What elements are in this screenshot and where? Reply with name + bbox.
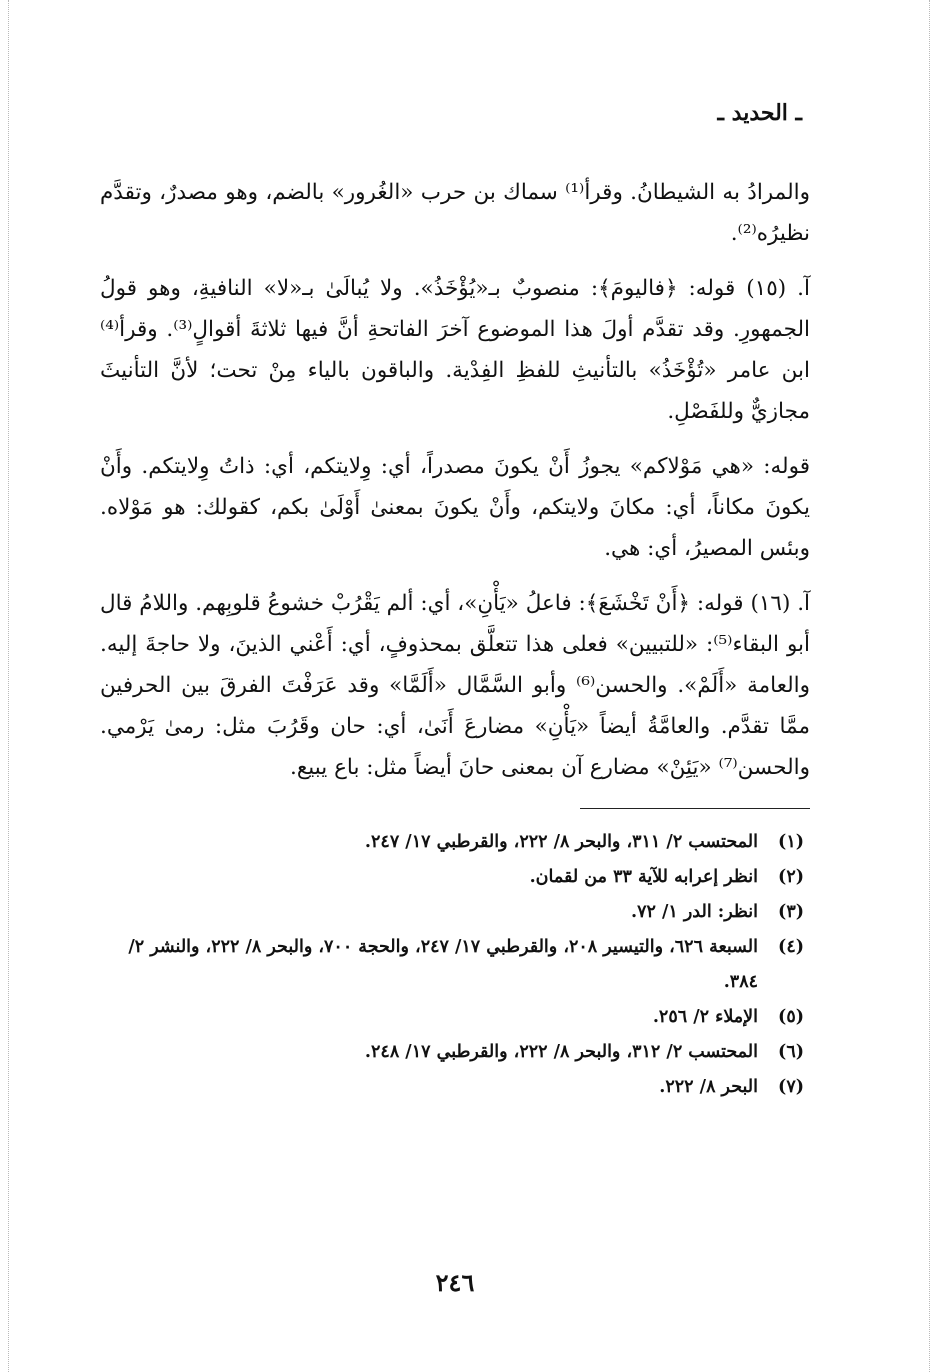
footnote-item — [100, 1000, 804, 1035]
footnote-number: (١) — [778, 832, 804, 852]
footnote-number: (٥) — [778, 1007, 804, 1027]
right-margin-guide — [929, 0, 930, 1372]
footnote-item — [100, 1035, 804, 1070]
footnote-text: البحر ٨/ ٢٢٢. — [659, 1077, 758, 1097]
paragraph-text: آ. (١٥) قوله: ﴿فاليومَ﴾: منصوبٌ بـ«يُؤْخَذُ». ولا يُبالَىٰ بـ«لا» النافيةِ، وهو قولُ الجمهورِ. وقد تقدَّم أولَ هذا الموضوع آخرَ الفاتحةِ أنَّ فيها ثلاثةَ أقوالٍ⁽³⁾. وقرأ⁽⁴⁾ ابن عامر «تُؤْخَذُ» بالتأنيثِ للفظِ الفِدْية. والباقون بالياء مِنْ تحت؛ لأنَّ التأنيثَ مجازيٌّ وللفَصْلِ. — [100, 276, 811, 424]
running-head: ـ الحديد ـ — [717, 100, 802, 126]
footnote-text: المحتسب ٢/ ٣١٢، والبحر ٨/ ٢٢٢، والقرطبي ١٧/ ٢٤٨. — [364, 1042, 758, 1062]
footnote-text: الإملاء ٢/ ٢٥٦. — [652, 1007, 758, 1027]
book-page — [100, 100, 810, 1320]
footnote-text: انظر: الدر ١/ ٧٢. — [630, 902, 758, 922]
paragraph-text: آ. (١٦) قوله: ﴿أَنْ تَخْشَعَ﴾: فاعلُ «يَأْنِ»، أي: ألم يَقْرُبْ خشوعُ قلوبِهم. واللامُ قال أبو البقاء⁽⁵⁾: «للتبيين» فعلى هذا تتعلَّق بمحذوفٍ، أي: أَعْني الذينَ، ولا حاجةَ إليه. والعامة «أَلَمْ». والحسن⁽⁶⁾ وأبو السَّمَّال «أَلَمَّا» وقد عَرَفْتَ الفرقَ بين الحرفين ممَّا تقدَّم. والعامَّةُ أيضاً «يَأْنِ» مضارعَ أَنَىٰ، أي: حان وقَرُبَ مثل: رمىٰ يَرْمي. والحسن⁽⁷⁾ «يَئِنْ» مضارع آن بمعنى حانَ أيضاً مثل: باع يبيع. — [100, 591, 811, 780]
paragraph-1 — [100, 172, 810, 254]
footnote-text: المحتسب ٢/ ٣١١، والبحر ٨/ ٢٢٢، والقرطبي ١٧/ ٢٤٧. — [364, 832, 758, 852]
footnote-text: انظر إعرابه للآية ٣٣ من لقمان. — [529, 867, 758, 887]
footnote-number: (٤) — [778, 937, 804, 957]
paragraph-2 — [100, 268, 810, 432]
footnote-number: (٣) — [778, 902, 804, 922]
footnote-separator — [580, 808, 810, 809]
footnote-item — [100, 1070, 804, 1105]
footnote-item — [100, 860, 804, 895]
page-number: ٢٤٦ — [435, 1268, 475, 1297]
footnotes-list — [100, 825, 810, 1105]
footnote-item — [100, 895, 804, 930]
footnote-number: (٢) — [778, 867, 804, 887]
left-margin-guide — [8, 0, 9, 1372]
paragraph-text: قوله: «هي مَوْلاكم» يجوزُ أَنْ يكونَ مصدراً، أي: وِلايتكم، أي: ذاتُ وِلايتكم. وأَنْ يكونَ مكاناً، أي: مكانَ ولايتكم، وأَنْ يكونَ بمعنىٰ أَوْلَىٰ بكم، كقولك: هو مَوْلاه. وبئس المصيرُ، أي: هي. — [100, 454, 810, 561]
footnote-number: (٦) — [778, 1042, 804, 1062]
footnote-item — [100, 930, 804, 1000]
paragraph-3 — [100, 446, 810, 569]
footnote-text: السبعة ٦٢٦، والتيسير ٢٠٨، والقرطبي ١٧/ ٢٤٧، والحجة ٧٠٠، والبحر ٨/ ٢٢٢، والنشر ٢/ ٣٨٤. — [128, 937, 758, 992]
paragraph-4 — [100, 583, 810, 788]
paragraph-text: والمرادُ به الشيطانُ. وقرأ⁽¹⁾ سماك بن حرب «الغُرور» بالضم، وهو مصدرٌ، وتقدَّم نظيرُه⁽²⁾. — [100, 180, 810, 246]
footnote-number: (٧) — [778, 1077, 804, 1097]
footnote-item — [100, 825, 804, 860]
